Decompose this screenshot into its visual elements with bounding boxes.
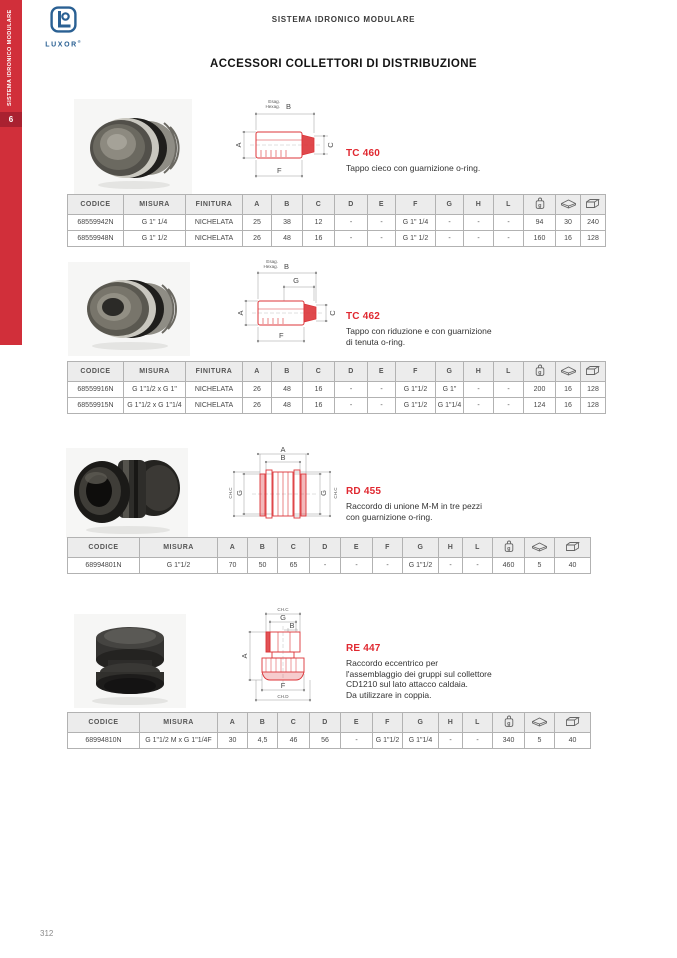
dim-label-f: F [279, 331, 284, 340]
column-header: F [373, 713, 403, 733]
column-header: H [439, 538, 463, 558]
product-description-line: Da utilizzare in coppia. [346, 689, 432, 700]
spec-table-tc460 [67, 194, 606, 247]
column-header: C [278, 713, 310, 733]
table-cell: - [464, 231, 494, 247]
table-cell: 26 [243, 231, 272, 247]
column-header: CODICE [68, 362, 124, 382]
product-info-tc460 [346, 148, 586, 174]
table-row [68, 398, 606, 414]
dim-label-b: B [289, 621, 295, 630]
table-cell: 160 [524, 231, 556, 247]
table-cell: NICHELATA [186, 398, 243, 414]
table-cell: - [335, 215, 368, 231]
product-description-line: l'assemblaggio dei gruppi sul collettore [346, 668, 492, 679]
weight-icon [524, 362, 556, 382]
dim-label-hexag: Hexag. [263, 264, 278, 269]
tech-drawing-rd455 [224, 446, 340, 540]
table-cell: G 1"1/2 [373, 733, 403, 749]
table-header-row [68, 362, 606, 382]
page-title: ACCESSORI COLLETTORI DI DISTRIBUZIONE [210, 58, 477, 70]
column-header: B [248, 713, 278, 733]
column-header: CODICE [68, 538, 140, 558]
spec-table-re447 [67, 712, 591, 749]
dim-label-hexag: Hexag. [265, 104, 280, 109]
column-header: F [396, 195, 436, 215]
table-cell: 25 [243, 215, 272, 231]
carton-icon [581, 362, 606, 382]
column-header: MISURA [140, 538, 218, 558]
svg-text:g: g [506, 546, 511, 552]
table-cell: - [335, 382, 368, 398]
column-header: A [218, 538, 248, 558]
column-header: MISURA [140, 713, 218, 733]
dim-label-c: C [326, 142, 335, 148]
table-cell: 16 [556, 231, 581, 247]
table-cell: 4,5 [248, 733, 278, 749]
column-header: L [494, 362, 524, 382]
table-cell: 26 [243, 398, 272, 414]
column-header: D [335, 195, 368, 215]
dim-label-g-left: G [235, 490, 244, 496]
column-header: L [463, 538, 493, 558]
chapter-tab [0, 0, 22, 345]
table-cell: 200 [524, 382, 556, 398]
table-cell: G 1"1/2 [396, 398, 436, 414]
weight-icon [524, 195, 556, 215]
table-cell: 16 [303, 231, 335, 247]
page-number: 312 [40, 929, 54, 938]
product-code: TC 460 [346, 148, 380, 159]
product-info-re447 [346, 643, 586, 700]
dim-label-a: A [240, 653, 249, 659]
table-cell: - [373, 558, 403, 574]
table-cell: - [494, 398, 524, 414]
product-description-line: Raccordo di unione M-M in tre pezzi [346, 501, 483, 511]
table-cell: - [464, 398, 494, 414]
product-info-rd455 [346, 486, 586, 522]
column-header: D [310, 713, 341, 733]
chapter-tab-label: SISTEMA IDRONICO MODULARE [7, 9, 13, 106]
table-cell: 48 [272, 398, 303, 414]
column-header: H [439, 713, 463, 733]
column-header: C [278, 538, 310, 558]
dim-label-a: A [236, 310, 245, 316]
table-cell: - [368, 382, 396, 398]
package-icon [525, 538, 555, 558]
dim-label-chd: CH.D [277, 694, 289, 699]
column-header: B [272, 362, 303, 382]
table-cell: NICHELATA [186, 215, 243, 231]
table-cell: - [439, 558, 463, 574]
table-cell: 12 [303, 215, 335, 231]
column-header: FINITURA [186, 362, 243, 382]
dim-label-c: C [328, 310, 337, 316]
table-row [68, 231, 606, 247]
table-cell: - [463, 558, 493, 574]
table-cell: - [494, 215, 524, 231]
table-cell: 46 [278, 733, 310, 749]
table-cell: G 1"1/2 x G 1" [124, 382, 186, 398]
dim-label-chc: CH.C [277, 607, 289, 612]
table-cell: 68559916N [68, 382, 124, 398]
table-cell: NICHELATA [186, 382, 243, 398]
weight-icon [493, 713, 525, 733]
table-cell: 38 [272, 215, 303, 231]
table-cell: G 1" 1/4 [396, 215, 436, 231]
table-cell: 48 [272, 382, 303, 398]
table-cell: 5 [525, 733, 555, 749]
product-description-line: con guarnizione o-ring. [346, 511, 433, 522]
table-cell: 128 [581, 398, 606, 414]
dim-label-b: B [284, 262, 290, 271]
table-cell: G 1"1/2 x G 1"1/4 [124, 398, 186, 414]
svg-text:g: g [537, 203, 542, 209]
table-cell: G 1"1/2 [396, 382, 436, 398]
table-cell: G 1"1/2 [403, 558, 439, 574]
column-header: MISURA [124, 195, 186, 215]
column-header: F [373, 538, 403, 558]
product-description-line: di tenuta o-ring. [346, 336, 406, 347]
table-cell: - [436, 215, 464, 231]
column-header: G [436, 362, 464, 382]
package-icon [556, 195, 581, 215]
table-cell: 40 [555, 733, 591, 749]
table-header-row [68, 713, 591, 733]
table-cell: 128 [581, 231, 606, 247]
table-cell: - [341, 558, 373, 574]
table-row [68, 382, 606, 398]
column-header: A [218, 713, 248, 733]
dim-label-a: A [280, 446, 286, 454]
table-header-row [68, 538, 591, 558]
table-cell: 56 [310, 733, 341, 749]
column-header: A [243, 362, 272, 382]
product-description-line: Tappo con riduzione e con guarnizione [346, 326, 492, 336]
table-cell: - [436, 231, 464, 247]
table-cell: - [335, 398, 368, 414]
table-cell: G 1"1/2 [140, 558, 218, 574]
table-cell: - [464, 382, 494, 398]
table-cell: 460 [493, 558, 525, 574]
dim-label-b: B [280, 453, 286, 462]
product-info-tc462 [346, 311, 586, 347]
table-cell: 68994810N [68, 733, 140, 749]
table-cell: 340 [493, 733, 525, 749]
product-code: RD 455 [346, 486, 382, 497]
column-header: E [368, 362, 396, 382]
dim-label-a: A [234, 142, 243, 148]
column-header: E [368, 195, 396, 215]
table-cell: 30 [556, 215, 581, 231]
column-header: CODICE [68, 195, 124, 215]
table-cell: - [341, 733, 373, 749]
table-cell: - [368, 231, 396, 247]
table-cell: G 1" 1/2 [396, 231, 436, 247]
table-cell: 5 [525, 558, 555, 574]
table-cell: - [463, 733, 493, 749]
column-header: MISURA [124, 362, 186, 382]
package-icon [525, 713, 555, 733]
dim-label-g: G [280, 613, 286, 622]
product-code: TC 462 [346, 311, 380, 322]
table-cell: G 1" 1/2 [124, 231, 186, 247]
table-cell: - [335, 231, 368, 247]
table-cell: 16 [303, 382, 335, 398]
table-cell: 16 [303, 398, 335, 414]
table-row [68, 733, 591, 749]
column-header: H [464, 195, 494, 215]
table-header-row [68, 195, 606, 215]
product-description: Tappo cieco con guarnizione o-ring. [346, 163, 481, 173]
column-header: E [341, 538, 373, 558]
column-header: B [248, 538, 278, 558]
brand-name: LUXOR® [45, 39, 81, 49]
table-cell: 68559915N [68, 398, 124, 414]
dim-label-chc-right: CH.C [333, 487, 338, 499]
column-header: H [464, 362, 494, 382]
carton-icon [555, 713, 591, 733]
table-cell: 68559948N [68, 231, 124, 247]
weight-icon [493, 538, 525, 558]
table-cell: - [464, 215, 494, 231]
product-photo-rd455 [66, 448, 188, 538]
table-cell: 70 [218, 558, 248, 574]
column-header: C [303, 195, 335, 215]
dim-label-b: B [286, 102, 292, 111]
column-header: L [463, 713, 493, 733]
product-photo-re447 [74, 614, 186, 708]
package-icon [556, 362, 581, 382]
column-header: D [310, 538, 341, 558]
table-cell: 50 [248, 558, 278, 574]
table-cell: 26 [243, 382, 272, 398]
tech-drawing-re447 [226, 602, 338, 712]
table-cell: 240 [581, 215, 606, 231]
table-row [68, 558, 591, 574]
table-cell: 16 [556, 382, 581, 398]
table-cell: 65 [278, 558, 310, 574]
dim-label-g: G [293, 276, 299, 285]
table-cell: - [310, 558, 341, 574]
column-header: L [494, 195, 524, 215]
table-cell: - [368, 398, 396, 414]
table-cell: 124 [524, 398, 556, 414]
registered-mark: ® [77, 39, 81, 44]
column-header: G [436, 195, 464, 215]
product-description-line: CD1210 sul lato attacco caldaia. [346, 679, 468, 689]
table-cell: 40 [555, 558, 591, 574]
table-cell: G 1"1/4 [403, 733, 439, 749]
table-cell: 94 [524, 215, 556, 231]
column-header: A [243, 195, 272, 215]
product-photo-tc462 [68, 262, 190, 356]
column-header: D [335, 362, 368, 382]
carton-icon [581, 195, 606, 215]
dim-label-f: F [280, 681, 286, 690]
table-row [68, 215, 606, 231]
table-cell: 128 [581, 382, 606, 398]
dim-label-esag: Esag. [266, 259, 278, 264]
svg-text:g: g [506, 721, 511, 727]
spec-table-rd455 [67, 537, 591, 574]
table-cell: 30 [218, 733, 248, 749]
table-cell: G 1" [436, 382, 464, 398]
column-header: F [396, 362, 436, 382]
page-header: SISTEMA IDRONICO MODULARE [271, 15, 416, 24]
column-header: G [403, 713, 439, 733]
table-cell: G 1" 1/4 [124, 215, 186, 231]
table-cell: - [368, 215, 396, 231]
brand-logo [38, 6, 88, 48]
spec-table-tc462 [67, 361, 606, 414]
table-cell: - [494, 231, 524, 247]
product-photo-tc460 [74, 99, 192, 195]
dim-label-g-right: G [319, 490, 328, 496]
dim-label-chc-left: CH.C [228, 487, 233, 499]
table-cell: 16 [556, 398, 581, 414]
column-header: FINITURA [186, 195, 243, 215]
svg-text:g: g [537, 370, 542, 376]
carton-icon [555, 538, 591, 558]
column-header: CODICE [68, 713, 140, 733]
product-code: RE 447 [346, 643, 381, 654]
table-cell: 68994801N [68, 558, 140, 574]
table-cell: 68559942N [68, 215, 124, 231]
dim-label-f: F [277, 166, 282, 175]
column-header: G [403, 538, 439, 558]
tech-drawing-tc460 [226, 92, 338, 194]
dim-label-esag: Esag. [268, 99, 280, 104]
table-cell: G 1"1/2 M x G 1"1/4F [140, 733, 218, 749]
table-cell: 48 [272, 231, 303, 247]
column-header: B [272, 195, 303, 215]
table-cell: - [439, 733, 463, 749]
table-cell: NICHELATA [186, 231, 243, 247]
chapter-number: 6 [0, 112, 22, 127]
table-cell: - [494, 382, 524, 398]
table-cell: G 1"1/4 [436, 398, 464, 414]
product-description-line: Raccordo eccentrico per [346, 658, 439, 668]
column-header: C [303, 362, 335, 382]
column-header: E [341, 713, 373, 733]
tech-drawing-tc462 [226, 257, 338, 361]
